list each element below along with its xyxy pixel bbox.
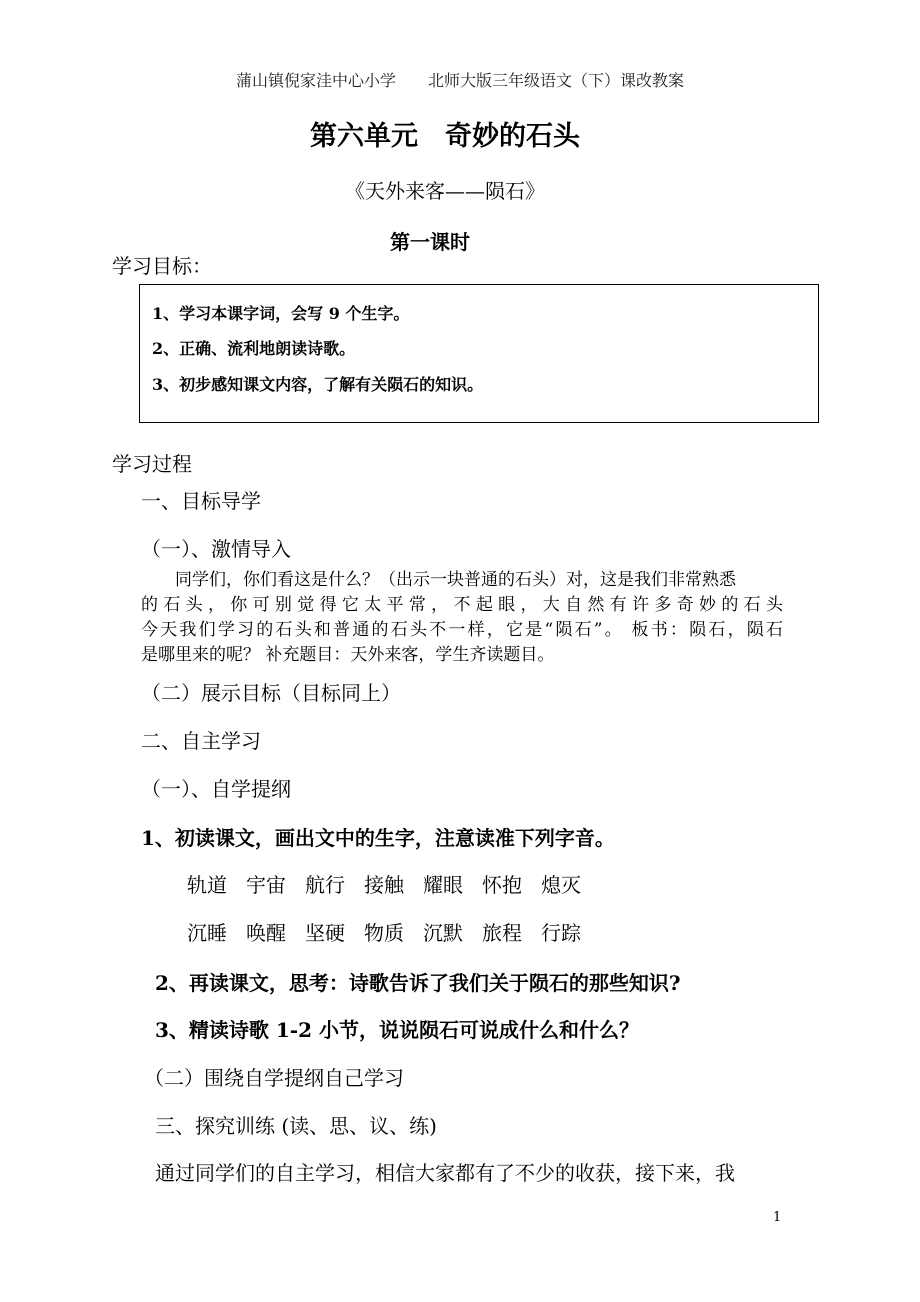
paragraph-line: 同学们，你们看这是什么？（出示一块普通的石头）对，这是我们非常熟悉 [175,570,736,590]
unit-title: 第六单元 奇妙的石头 [310,121,580,152]
step2-sub-heading: （一）、自学提纲 [141,777,291,801]
vocab-word: 行踪 [541,921,581,945]
vocab-word: 物质 [364,921,404,945]
vocab-word: 沉睡 [187,921,227,945]
vocab-word: 沉默 [423,921,463,945]
goal-item: 2、正确、流利地朗读诗歌。 [152,339,356,358]
closing-line: 通过同学们的自主学习，相信大家都有了不少的收获，接下来，我 [155,1161,735,1185]
vocab-word: 熄灭 [541,873,581,897]
vocab-word: 航行 [305,873,345,897]
vocab-word: 轨道 [187,873,227,897]
goals-heading: 学习目标： [112,254,212,278]
task-3: 3、精读诗歌 1-2 小节，说说陨石可说成什么和什么？ [155,1018,639,1042]
step1-heading: 一、目标导学 [141,489,261,513]
vocab-word: 宇宙 [246,873,286,897]
vocab-row [187,869,600,898]
page-number: 1 [773,1210,782,1225]
goals-box [139,284,819,423]
paragraph-line: 今天我们学习的石头和普通的石头不一样，它是“陨石”。 板书：陨石，陨石 [141,620,783,640]
step3-heading: 三、探究训练 (读、思、议、练) [155,1114,437,1138]
vocab-word: 旅程 [482,921,522,945]
task-1: 1、初读课文，画出文中的生字，注意读准下列字音。 [141,826,615,850]
step2-sub-heading: （二）围绕自学提纲自己学习 [144,1066,404,1090]
task-2: 2、再读课文，思考：诗歌告诉了我们关于陨石的那些知识? [155,971,681,995]
vocab-word: 耀眼 [423,873,463,897]
vocab-word: 唤醒 [246,921,286,945]
vocab-word: 坚硬 [305,921,345,945]
goal-item: 1、学习本课字词，会写 9 个生字。 [152,304,410,323]
lesson-subtitle: 《天外来客——陨石》 [345,179,545,203]
step2-heading: 二、自主学习 [141,729,261,753]
page-header: 蒲山镇倪家洼中心小学 北师大版三年级语文（下）课改教案 [235,71,684,90]
paragraph-line: 的石头，你可别觉得它太平常，不起眼，大自然有许多奇妙的石头 [141,595,783,615]
process-heading: 学习过程 [112,452,192,476]
lesson-period: 第一课时 [390,230,470,254]
vocab-word: 接触 [364,873,404,897]
step1-sub-heading: （一）、激情导入 [141,537,291,561]
vocab-word: 怀抱 [482,873,522,897]
vocab-row [187,917,600,946]
paragraph-line: 是哪里来的呢？ 补充题目：天外来客，学生齐读题目。 [141,645,555,665]
step1-sub-heading: （二）展示目标（目标同上） [141,681,401,705]
goal-item: 3、初步感知课文内容，了解有关陨石的知识。 [152,375,484,394]
intro-paragraph [141,568,783,668]
